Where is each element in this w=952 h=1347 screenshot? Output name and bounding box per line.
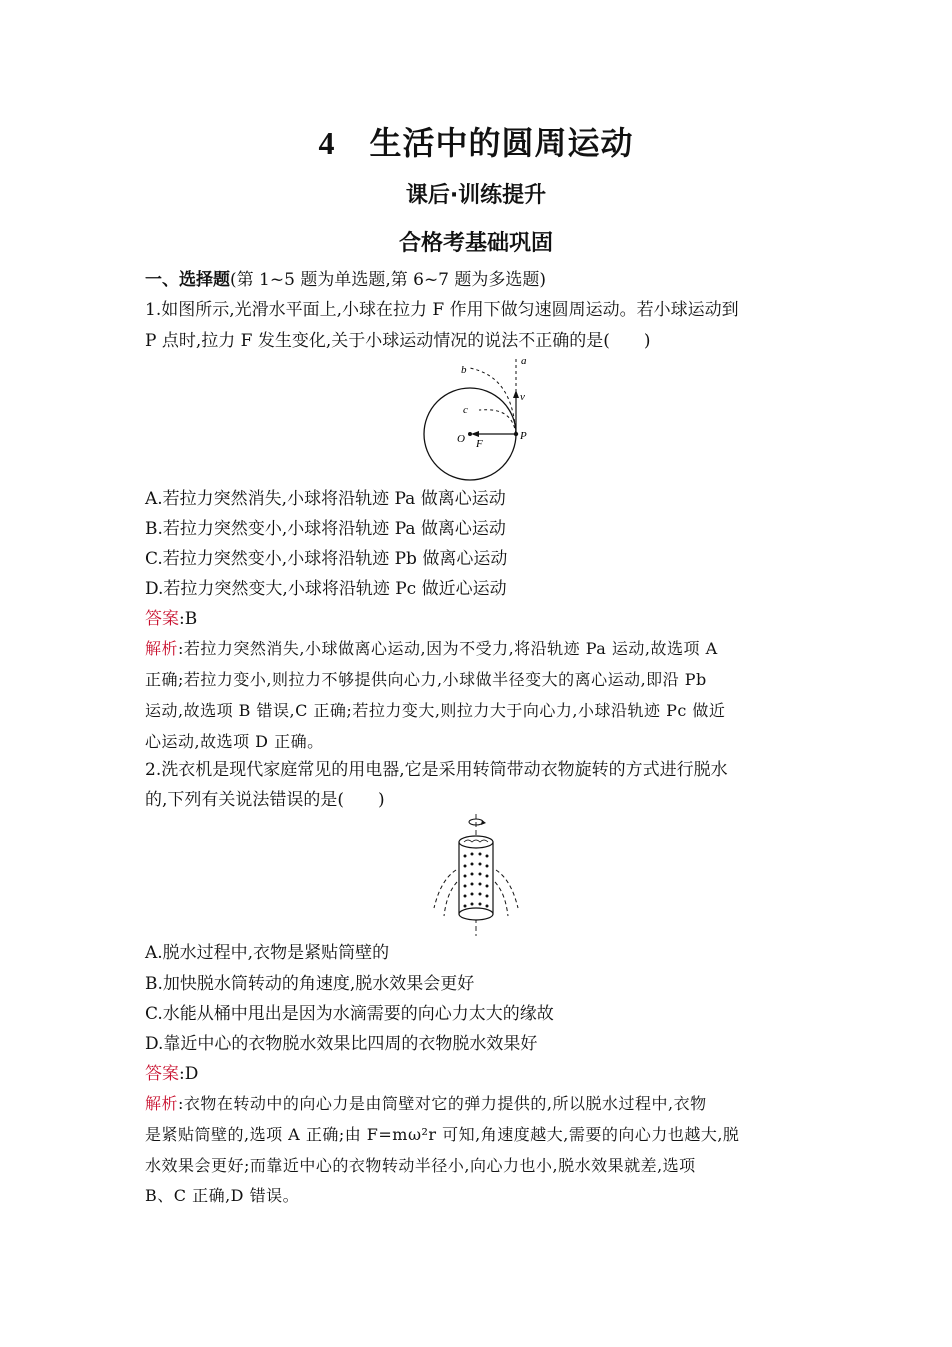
label-c: c — [463, 404, 468, 416]
q2-answer-label: 答案 — [145, 1064, 179, 1084]
q1-explain-label: 解析 — [145, 639, 179, 658]
q1-answer-label: 答案 — [145, 609, 179, 629]
q2-option-b: B.加快脱水筒转动的角速度,脱水效果会更好 — [145, 974, 475, 994]
section-note: (第 1~5 题为单选题,第 6~7 题为多选题) — [230, 270, 547, 290]
page-title — [0, 118, 952, 164]
q2-explain-line3: 水效果会更好;而靠近中心的衣物转动半径小,向心力也小,脱水效果就差,选项 — [145, 1156, 696, 1175]
q1-explain-line3: 运动,故选项 B 错误,C 正确;若拉力变大,则拉力大于向心力,小球沿轨迹 Pc 做近 — [145, 701, 726, 720]
subtitle-basic: 合格考基础巩固 — [398, 231, 553, 256]
q1-explain-line2: 正确;若拉力变小,则拉力不够提供向心力,小球做半径变大的离心运动,即沿 Pb — [145, 670, 707, 689]
q2-answer — [145, 1064, 198, 1084]
q1-stem-line2: P 点时,拉力 F 发生变化,关于小球运动情况的说法不正确的是( ) — [145, 331, 651, 351]
label-b: b — [461, 364, 467, 376]
label-F: F — [476, 438, 483, 450]
q1-stem-line1: 1.如图所示,光滑水平面上,小球在拉力 F 作用下做匀速圆周运动。若小球运动到 — [145, 300, 739, 320]
q2-explain-line2: 是紧贴筒壁的,选项 A 正确;由 F=mω²r 可知,角速度越大,需要的向心力也越大,脱 — [145, 1125, 740, 1144]
q1-answer — [145, 609, 197, 629]
subtitle-after-class: 课后·训练提升 — [405, 183, 547, 208]
q1-explain-line1 — [145, 639, 718, 659]
q2-option-c: C.水能从桶中甩出是因为水滴需要的向心力太大的缘故 — [145, 1004, 554, 1024]
title-number: 4 — [318, 125, 336, 161]
q2-explain-line4: B、C 正确,D 错误。 — [145, 1186, 300, 1205]
title-text: 生活中的圆周运动 — [369, 124, 634, 162]
label-a: a — [521, 355, 527, 367]
q1-explain-text1: :若拉力突然消失,小球做离心运动,因为不受力,将沿轨迹 Pa 运动,故选项 A — [178, 639, 718, 658]
label-O: O — [457, 433, 465, 445]
q1-option-d: D.若拉力突然变大,小球将沿轨迹 Pc 做近心运动 — [145, 579, 507, 599]
section-head-label: 一、选择题 — [145, 270, 230, 290]
q2-explain-text1: :衣物在转动中的向心力是由筒壁对它的弹力提供的,所以脱水过程中,衣物 — [178, 1094, 707, 1113]
q2-washer-drum-figure — [426, 812, 526, 940]
q1-option-b: B.若拉力突然变小,小球将沿轨迹 Pa 做离心运动 — [145, 519, 506, 539]
q1-option-c: C.若拉力突然变小,小球将沿轨迹 Pb 做离心运动 — [145, 549, 508, 569]
q2-explain-label: 解析 — [145, 1094, 179, 1113]
q2-option-d: D.靠近中心的衣物脱水效果比四周的衣物脱水效果好 — [145, 1034, 538, 1054]
q1-circular-motion-figure — [415, 352, 545, 484]
section-heading — [145, 270, 546, 290]
q2-option-a: A.脱水过程中,衣物是紧贴筒壁的 — [145, 943, 390, 963]
q2-stem-line2: 的,下列有关说法错误的是( ) — [145, 790, 385, 810]
q1-answer-value: :B — [179, 609, 198, 629]
label-P: P — [520, 430, 527, 442]
q1-explain-line4: 心运动,故选项 D 正确。 — [145, 732, 324, 751]
q1-option-a: A.若拉力突然消失,小球将沿轨迹 Pa 做离心运动 — [145, 489, 506, 509]
q2-answer-value: :D — [179, 1064, 199, 1084]
q2-stem-line1: 2.洗衣机是现代家庭常见的用电器,它是采用转筒带动衣物旋转的方式进行脱水 — [145, 760, 728, 780]
label-v: v — [520, 391, 525, 403]
q2-explain-line1 — [145, 1094, 707, 1114]
